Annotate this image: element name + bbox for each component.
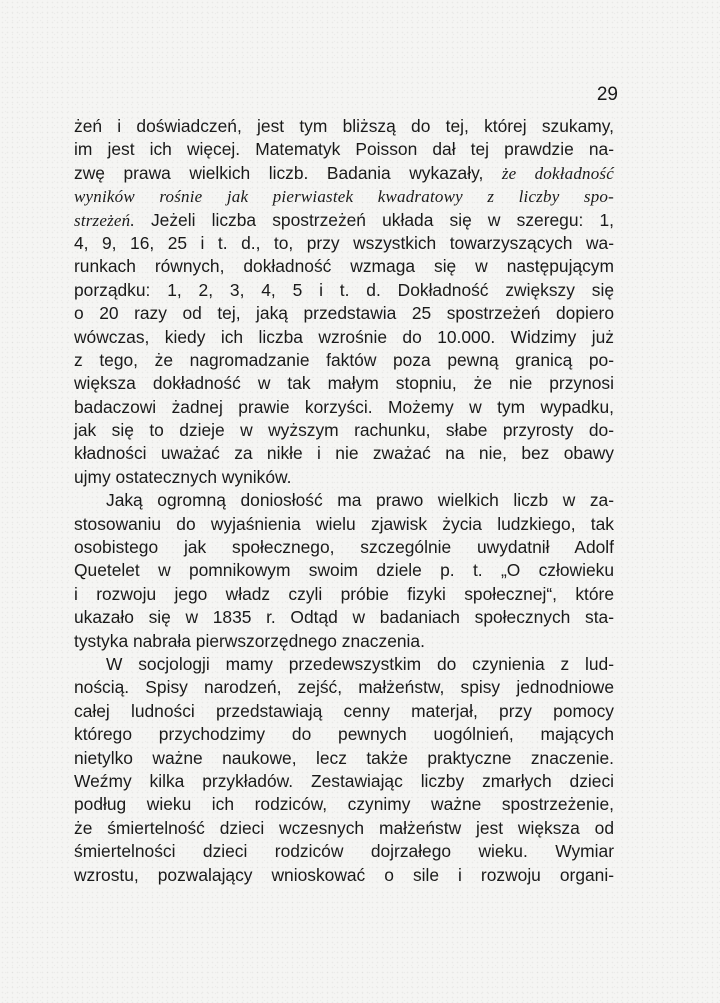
page-number: 29 (596, 84, 618, 105)
emphasized-text: wyników rośnie jak pierwiastek kwadratowy z liczby spo- (74, 187, 614, 207)
line-text: podług wieku ich rodziców, czynimy ważne spostrzeżenie, (74, 794, 614, 815)
text-line (74, 793, 614, 816)
line-text: kładności uważać za nikłe i nie zważać na nie, bez obawy (74, 443, 614, 464)
line-text: wzrostu, pozwalający wnioskować o sile i rozwoju organi- (74, 864, 614, 885)
text-line (74, 349, 614, 372)
text-line (74, 138, 614, 161)
line-text: ukazało się w 1835 r. Odtąd w badaniach społecznych sta- (74, 607, 614, 628)
line-text: większa dokładność w tak małym stopniu, że nie przynosi (74, 373, 614, 394)
line-text: Quetelet w pomnikowym swoim dziele p. t. „O człowieku (74, 560, 614, 581)
text-line (74, 864, 614, 887)
text-line (74, 302, 614, 325)
line-text: i rozwoju jego władz czyli próbie fizyki społecznej“, które (74, 583, 614, 604)
line-text: tystyka nabrała pierwszorzędnego znaczenia. (74, 630, 425, 651)
line-text: z tego, że nagromadzanie faktów poza pewną granicą po- (74, 349, 614, 370)
text-line (74, 255, 614, 278)
line-text: żeń i doświadczeń, jest tym bliższą do tej, której szukamy, (74, 116, 614, 136)
line-text: nością. Spisy narodzeń, zejść, małżeństw, spisy jednodniowe (74, 677, 614, 698)
text-line (74, 840, 614, 863)
text-line (74, 630, 614, 653)
text-line (74, 747, 614, 770)
text-line (74, 583, 614, 606)
line-text: badaczowi żadnej prawie korzyści. Możemy w tym wypadku, (74, 396, 614, 417)
text-line (74, 513, 614, 536)
text-line (74, 419, 614, 442)
line-text: wówczas, kiedy ich liczba wzrośnie do 10.000. Widzimy już (74, 326, 614, 347)
text-line (74, 676, 614, 699)
line-text: Jeżeli liczba spostrzeżeń układa się w szeregu: 1, (134, 209, 614, 230)
line-text: Jaką ogromną doniosłość ma prawo wielkich liczb w za- (106, 490, 614, 511)
text-line (74, 162, 614, 185)
text-line (74, 466, 614, 489)
line-text: że śmiertelność dzieci wczesnych małżeństw jest większa od (74, 817, 614, 838)
emphasized-text: że dokładność (501, 163, 614, 183)
line-text: śmiertelności dzieci rodziców dojrzałego wieku. Wymiar (74, 841, 614, 862)
text-line (74, 723, 614, 746)
body-text (74, 115, 614, 887)
text-line (74, 606, 614, 629)
line-text: całej ludności przedstawiają cenny materjał, przy pomocy (74, 700, 614, 721)
emphasized-text: strzeżeń. (74, 210, 135, 230)
text-line (74, 653, 614, 676)
line-text: nietylko ważne naukowe, lecz także praktyczne znaczenie. (74, 747, 614, 768)
text-line (74, 489, 614, 512)
text-line (74, 209, 614, 232)
text-line (74, 817, 614, 840)
line-text: ujmy ostatecznych wyników. (74, 466, 292, 487)
line-text: zwę prawa wielkich liczb. Badania wykazały, (74, 162, 502, 183)
line-text: jak się to dzieje w wyższym rachunku, słabe przyrosty do- (74, 420, 614, 441)
text-line (74, 115, 614, 138)
text-line (74, 372, 614, 395)
line-text: o 20 razy od tej, jaką przedstawia 25 spostrzeżeń dopiero (74, 303, 614, 324)
text-line (74, 770, 614, 793)
text-line (74, 279, 614, 302)
line-text: im jest ich więcej. Matematyk Poisson dał tej prawdzie na- (74, 139, 614, 160)
line-text: W socjologji mamy przedewszystkim do czynienia z lud- (106, 653, 614, 674)
text-line (74, 442, 614, 465)
line-text: 4, 9, 16, 25 i t. d., to, przy wszystkich towarzyszących wa- (74, 232, 614, 253)
line-text: stosowaniu do wyjaśnienia wielu zjawisk życia ludzkiego, tak (74, 513, 614, 534)
text-line (74, 700, 614, 723)
text-line (74, 559, 614, 582)
text-line (74, 536, 614, 559)
line-text: osobistego jak społecznego, szczególnie uwydatnił Adolf (74, 537, 614, 558)
text-line (74, 185, 614, 208)
text-line (74, 396, 614, 419)
line-text: runkach równych, dokładność wzmaga się w następującym (74, 256, 614, 277)
text-line (74, 326, 614, 349)
line-text: którego przychodzimy do pewnych uogólnień, mających (74, 724, 614, 745)
line-text: porządku: 1, 2, 3, 4, 5 i t. d. Dokładność zwiększy się (74, 279, 614, 300)
line-text: Weźmy kilka przykładów. Zestawiając liczby zmarłych dzieci (74, 770, 614, 791)
text-line (74, 232, 614, 255)
